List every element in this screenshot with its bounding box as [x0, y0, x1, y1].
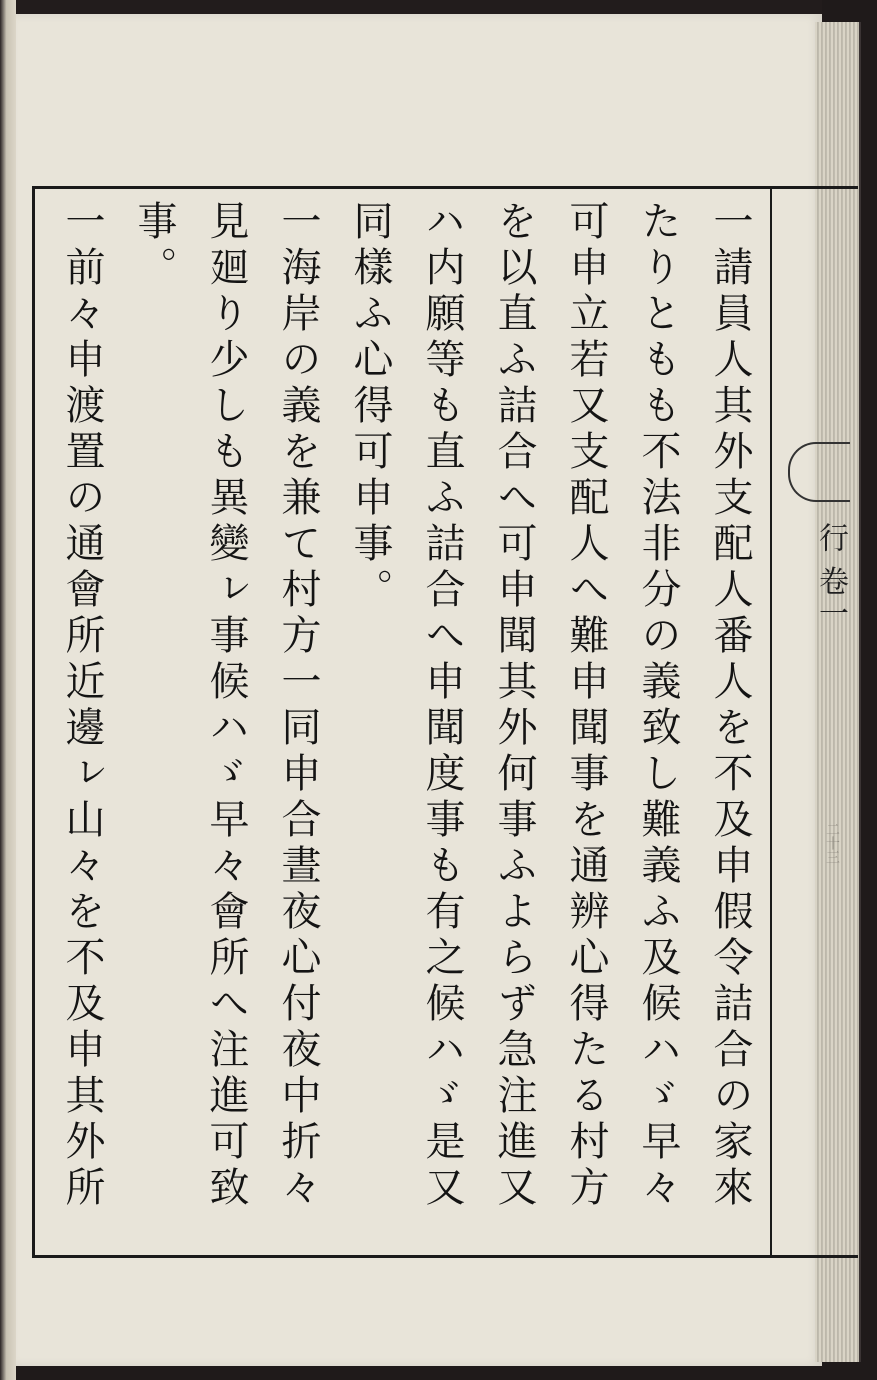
entry-text: 前々申渡置の通會所近邊ㇾ山々を不及申其外所	[59, 246, 105, 1212]
main-text	[50, 200, 766, 1250]
entry-marker: 一	[707, 200, 753, 246]
frame-inner-rule	[770, 189, 772, 1255]
entry-marker: 一	[59, 200, 105, 246]
entry-1	[334, 200, 766, 1250]
entry-text: 請員人其外支配人番人を不及申假令詰合の家來たりともも不法非分の義致し難義ふ及候ハゞ早々可申立若又支配人へ難申聞事を通辨心得たる村方を以直ふ詰合へ可申聞其外何事ふよらず急注進又ハ内願等も直ふ詰合へ申聞度事も有之候ハゞ是又同樣ふ心得可申事。	[347, 200, 753, 1212]
facing-page-edge	[0, 0, 16, 1380]
entry-marker: 一	[275, 200, 321, 246]
page-number: 二十三	[824, 822, 840, 864]
top-shadow	[16, 0, 822, 14]
entry-2	[118, 200, 334, 1250]
entry-text: 海岸の義を兼て村方一同申合晝夜心付夜中折々見廻り少しも異變ㇾ事候ハゞ早々會所へ注進可致事。	[131, 200, 321, 1212]
margin-fish-tail-mark	[788, 442, 850, 502]
entry-3	[46, 200, 118, 1250]
margin-title: 行 卷一	[813, 522, 848, 630]
